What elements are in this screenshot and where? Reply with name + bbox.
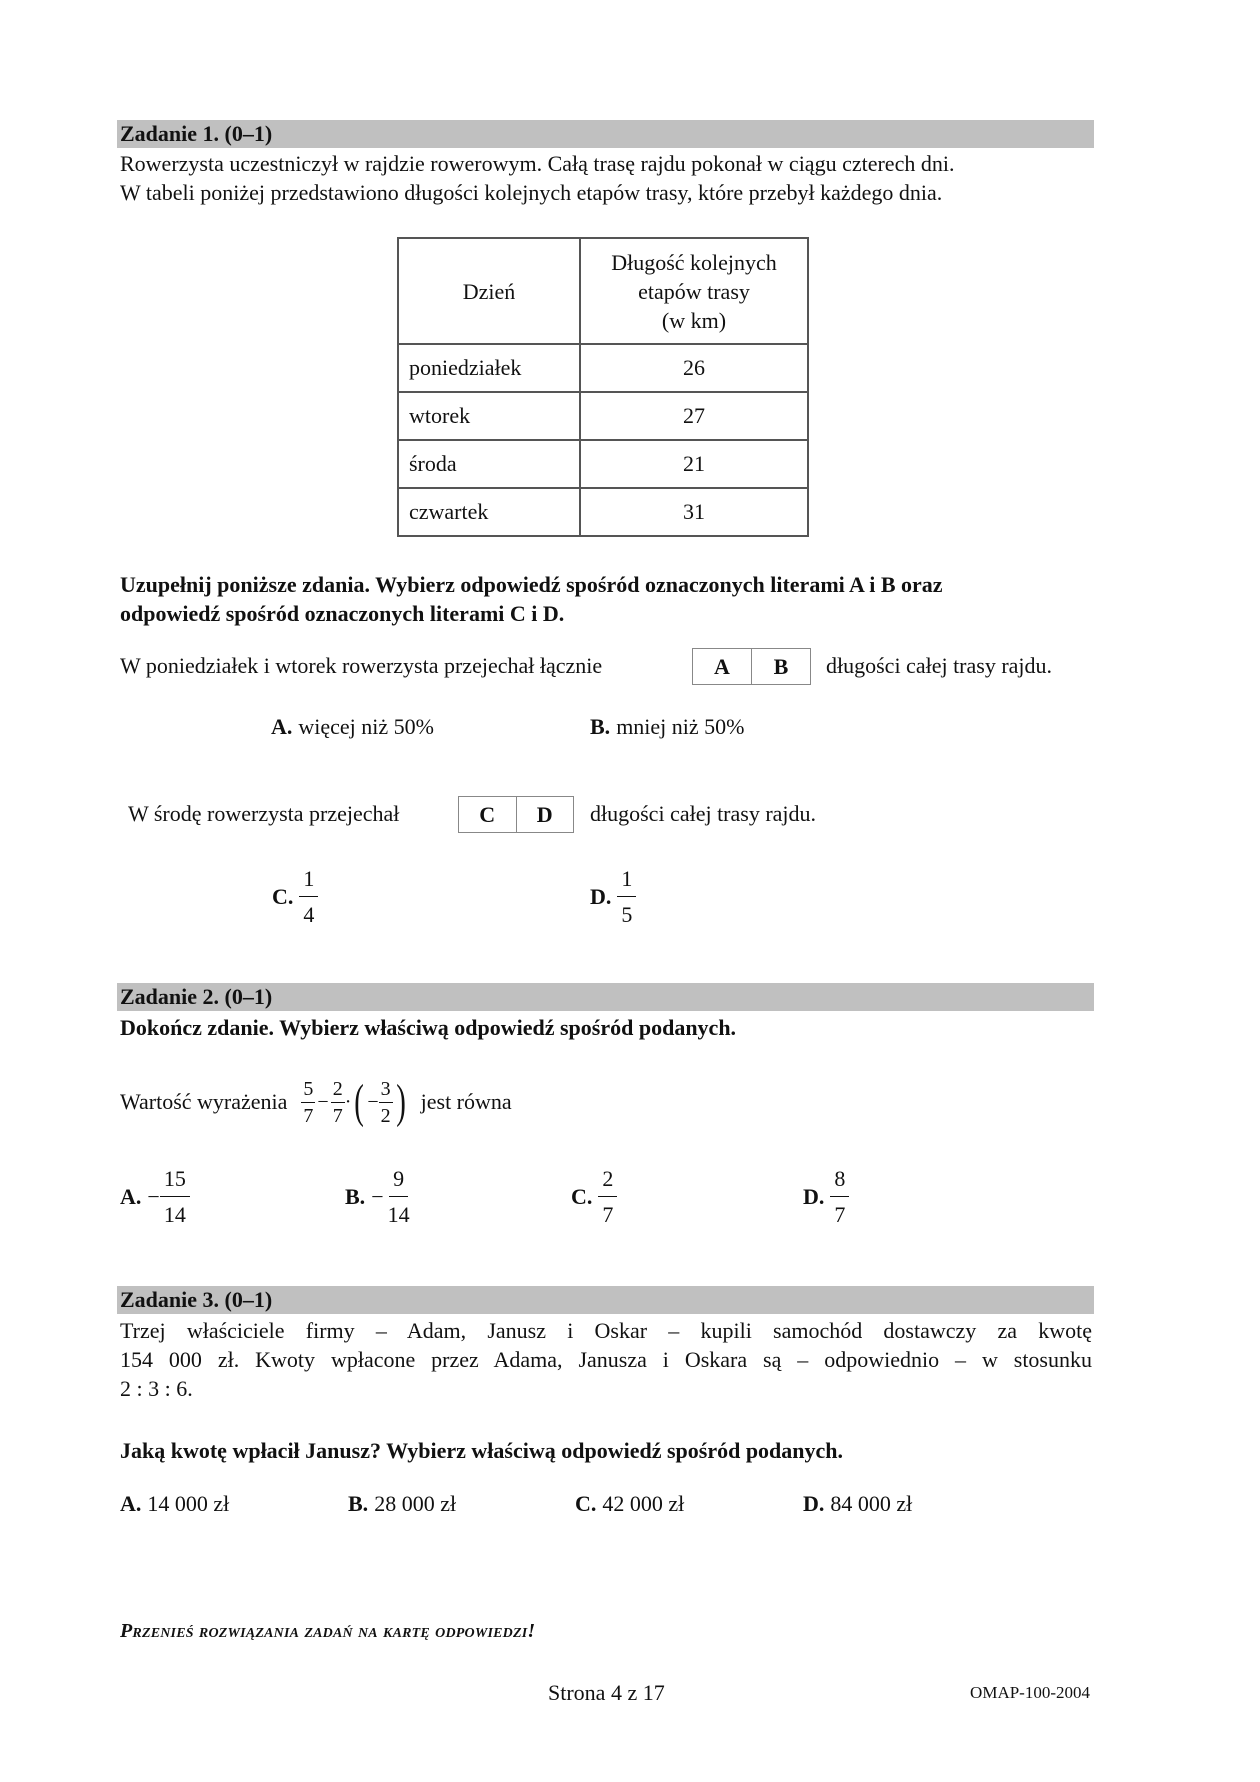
minus-sign: −: [367, 1090, 379, 1113]
task1-intro-line: W tabeli poniżej przedstawiono długości kolejnych etapów trasy, które przebył każdego dnia.: [120, 180, 943, 205]
denominator: 5: [621, 902, 633, 927]
task1-header: Zadanie 1. (0–1): [117, 120, 1094, 148]
option-c[interactable]: [575, 1491, 684, 1517]
right-paren: ): [395, 1075, 406, 1128]
option-letter: B.: [345, 1184, 366, 1209]
table-row: [398, 440, 808, 488]
header-line: etapów trasy: [638, 278, 750, 304]
cell-km: 27: [580, 392, 808, 440]
denominator: 7: [303, 1104, 314, 1127]
numerator: 2: [598, 1168, 617, 1197]
numerator: 2: [331, 1079, 345, 1103]
table-header-row: [398, 238, 808, 344]
cell-day: czwartek: [398, 488, 580, 536]
numerator: 5: [301, 1079, 315, 1103]
option-c[interactable]: [571, 1168, 617, 1226]
expression-before: Wartość wyrażenia: [120, 1089, 288, 1114]
option-a[interactable]: [271, 714, 434, 740]
paragraph-line: Trzej właściciele firmy – Adam, Janusz i Oskar – kupili samochód dostawczy za kwotę: [120, 1318, 1092, 1343]
sentence1-after: długości całej trasy rajdu.: [826, 653, 1053, 678]
task3-header: Zadanie 3. (0–1): [117, 1286, 1094, 1314]
instruction-line: Uzupełnij poniższe zdania. Wybierz odpowiedź spośród oznaczonych literami A i B oraz: [120, 572, 943, 597]
fraction: [160, 1168, 190, 1226]
option-b[interactable]: [348, 1491, 456, 1517]
fraction: [598, 1168, 617, 1226]
option-b[interactable]: [345, 1168, 414, 1226]
option-letter: C.: [571, 1184, 593, 1209]
document-code: OMAP-100-2004: [970, 1683, 1090, 1702]
numerator: 1: [617, 868, 636, 897]
page-number: Strona 4 z 17: [548, 1680, 665, 1705]
choice-b[interactable]: B: [751, 649, 810, 684]
left-paren: (: [354, 1075, 365, 1128]
option-a[interactable]: [120, 1491, 229, 1517]
expression-after: jest równa: [420, 1089, 512, 1114]
fraction: [830, 1168, 849, 1226]
fraction: [299, 868, 318, 926]
option-letter: D.: [590, 884, 612, 909]
table-row: [398, 344, 808, 392]
denominator: 4: [303, 902, 315, 927]
denominator: 14: [387, 1202, 410, 1227]
denominator: 7: [834, 1202, 846, 1227]
numerator: 1: [299, 868, 318, 897]
task1-instruction: [120, 570, 1092, 628]
cell-km: 21: [580, 440, 808, 488]
option-text: więcej niż 50%: [298, 714, 434, 739]
minus-sign: −: [317, 1090, 329, 1113]
fraction: [384, 1168, 414, 1226]
task2-header: Zadanie 2. (0–1): [117, 983, 1094, 1011]
table-row: [398, 392, 808, 440]
numerator: 8: [830, 1168, 849, 1197]
option-text: mniej niż 50%: [616, 714, 745, 739]
numerator: 3: [379, 1079, 393, 1103]
math-expression: [301, 1075, 408, 1128]
choice-c[interactable]: C: [479, 801, 496, 827]
option-letter: A.: [271, 714, 293, 739]
table-row: [398, 488, 808, 536]
fraction: [617, 868, 636, 926]
option-d[interactable]: [803, 1491, 912, 1517]
sentence2-after: długości całej trasy rajdu.: [590, 801, 817, 826]
option-a[interactable]: [120, 1168, 190, 1226]
table-header-day: Dzień: [398, 238, 580, 344]
option-c[interactable]: [272, 868, 318, 926]
numerator: 15: [160, 1168, 190, 1197]
task2-instruction: Dokończ zdanie. Wybierz właściwą odpowiedź spośród podanych.: [120, 1015, 737, 1040]
paragraph-line: 2 : 3 : 6.: [120, 1376, 193, 1401]
denominator: 7: [332, 1104, 343, 1127]
fraction: [331, 1079, 345, 1126]
header-line: (w km): [661, 307, 727, 333]
denominator: 2: [380, 1104, 391, 1127]
option-letter: A.: [120, 1184, 142, 1209]
header-line: Długość kolejnych: [611, 249, 777, 275]
minus-sign: −: [147, 1184, 160, 1209]
option-letter: C.: [272, 884, 294, 909]
option-d[interactable]: [803, 1168, 849, 1226]
paragraph-line: 154 000 zł. Kwoty wpłacone przez Adama, Janusza i Oskara są – odpowiednio – w stosunku: [120, 1347, 1092, 1372]
choice-d[interactable]: D: [516, 797, 574, 832]
sentence1-before: W poniedziałek i wtorek rowerzysta przejechał łącznie: [120, 653, 603, 678]
option-b[interactable]: [590, 714, 745, 740]
expression-line: [120, 1074, 512, 1130]
denominator: 14: [163, 1202, 186, 1227]
option-letter: B.: [590, 714, 611, 739]
denominator: 7: [602, 1202, 614, 1227]
option-text: 28 000 zł: [374, 1491, 457, 1516]
cell-day: poniedziałek: [398, 344, 580, 392]
answer-box-ab[interactable]: [692, 648, 811, 685]
option-text: 84 000 zł: [830, 1491, 913, 1516]
cell-day: środa: [398, 440, 580, 488]
fraction: [301, 1079, 315, 1126]
option-letter: B.: [348, 1491, 369, 1516]
task3-paragraph: [120, 1316, 1092, 1403]
option-text: 42 000 zł: [602, 1491, 685, 1516]
distance-table: [397, 237, 809, 537]
minus-sign: −: [371, 1184, 384, 1209]
table-header-distance: [580, 238, 808, 344]
answer-box-cd[interactable]: [458, 796, 574, 833]
task1-intro-line: Rowerzysta uczestniczył w rajdzie rowerowym. Całą trasę rajdu pokonał w ciągu czterech dni.: [120, 151, 955, 176]
numerator: 9: [389, 1168, 408, 1197]
option-letter: A.: [120, 1491, 142, 1516]
option-text: 14 000 zł: [147, 1491, 230, 1516]
instruction-line: odpowiedź spośród oznaczonych literami C i D.: [120, 601, 565, 626]
option-letter: D.: [803, 1184, 825, 1209]
option-d[interactable]: [590, 868, 636, 926]
cell-km: 26: [580, 344, 808, 392]
option-letter: C.: [575, 1491, 597, 1516]
dot-operator: ·: [344, 1090, 352, 1113]
sentence2-before: W środę rowerzysta przejechał: [128, 801, 400, 826]
choice-a[interactable]: A: [714, 653, 730, 679]
task3-question: Jaką kwotę wpłacił Janusz? Wybierz właściwą odpowiedź spośród podanych.: [120, 1438, 844, 1463]
cell-day: wtorek: [398, 392, 580, 440]
option-letter: D.: [803, 1491, 825, 1516]
footer-notice: Przenieś rozwiązania zadań na kartę odpowiedzi!: [120, 1620, 536, 1642]
cell-km: 31: [580, 488, 808, 536]
task1-intro: [120, 149, 1092, 207]
fraction: [379, 1079, 393, 1126]
